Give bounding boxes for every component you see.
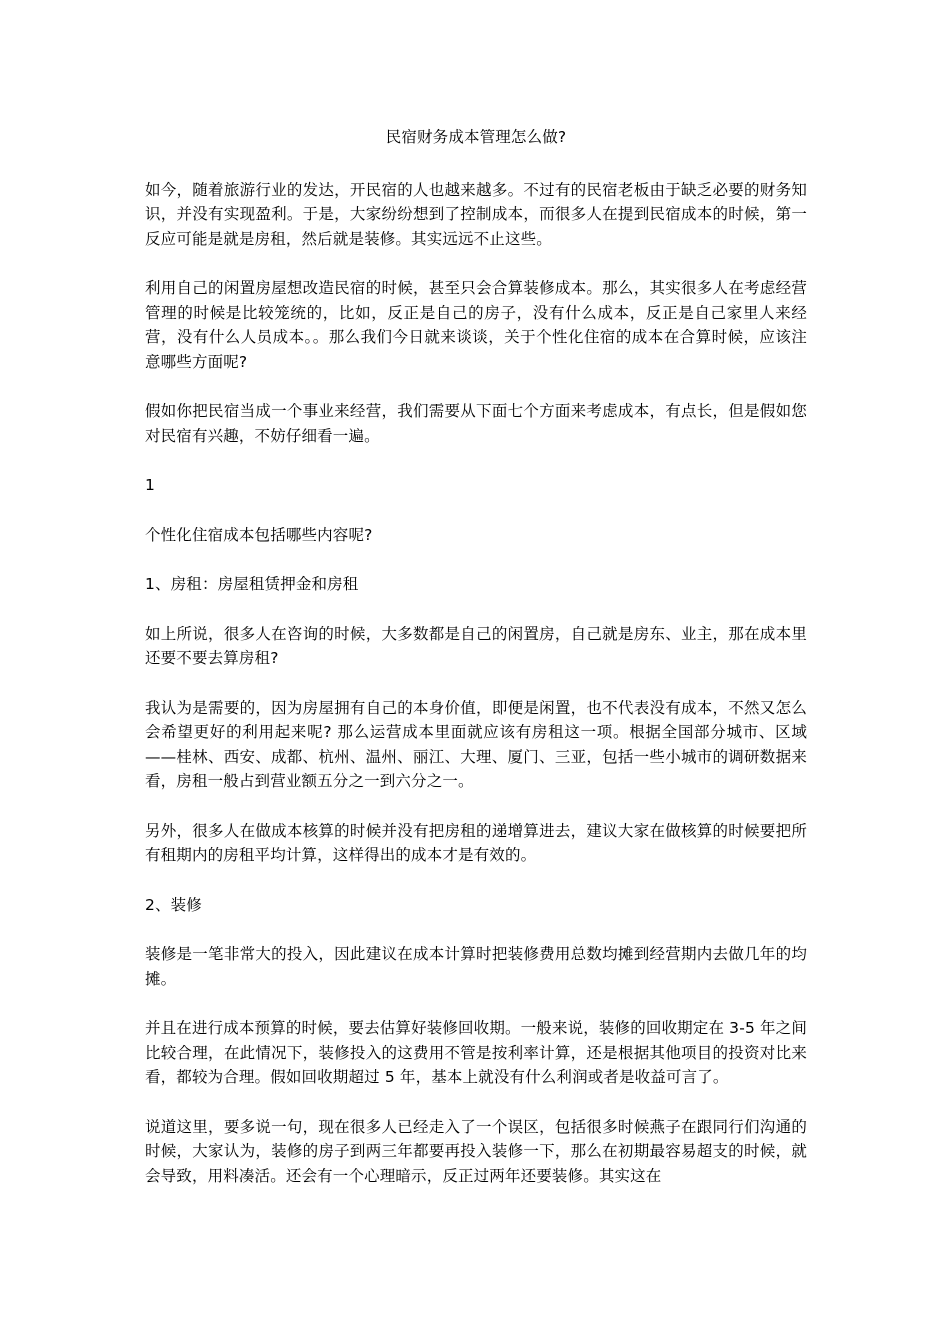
- body-paragraph: 另外，很多人在做成本核算的时候并没有把房租的递增算进去，建议大家在做核算的时候要把所有租期内的房租平均计算，这样得出的成本才是有效的。: [145, 821, 807, 864]
- body-paragraph: 并且在进行成本预算的时候，要去估算好装修回收期。一般来说，装修的回收期定在 3-5 年之间比较合理，在此情况下，装修投入的这费用不管是按利率计算，还是根据其他项目的投资对比来看，都较为合理。假如回收期超过 5 年，基本上就没有什么利润或者是收益可言了。: [145, 1019, 807, 1086]
- body-paragraph: 说道这里，要多说一句，现在很多人已经走入了一个误区，包括很多时候燕子在跟同行们沟通的时候，大家认为，装修的房子到两三年都要再投入装修一下，那么在初期最容易超支的时候，就会导致，用料凑活。还会有一个心理暗示，反正过两年还要装修。其实这在: [145, 1117, 807, 1185]
- body-paragraph: 利用自己的闲置房屋想改造民宿的时候，甚至只会合算装修成本。那么，其实很多人在考虑经营管理的时候是比较笼统的，比如，反正是自己的房子，没有什么成本，反正是自己家里人来经营，没有什么人员成本。。那么我们今日就来谈谈，关于个性化住宿的成本在合算时候，应该注意哪些方面呢?: [145, 279, 807, 371]
- subsection-heading-rent: 1、房租：房屋租赁押金和房租: [145, 575, 359, 593]
- document-title: 民宿财务成本管理怎么做?: [385, 128, 567, 146]
- section-heading: 个性化住宿成本包括哪些内容呢?: [145, 525, 373, 544]
- body-paragraph: 如上所说，很多人在咨询的时候，大多数都是自己的闲置房，自己就是房东、业主，那在成本里还要不要去算房租?: [145, 624, 807, 667]
- subsection-heading-decoration: 2、装修: [145, 895, 202, 914]
- body-paragraph: 假如你把民宿当成一个事业来经营，我们需要从下面七个方面来考虑成本，有点长，但是假如您对民宿有兴趣，不妨仔细看一遍。: [145, 402, 807, 445]
- section-number: 1: [145, 476, 156, 494]
- body-paragraph: 我认为是需要的，因为房屋拥有自己的本身价值，即便是闲置，也不代表没有成本，不然又怎么会希望更好的利用起来呢? 那么运营成本里面就应该有房租这一项。根据全国部分城市、区域——桂林、西安、成都、杭州、温州、丽江、大理、厦门、三亚，包括一些小城市的调研数据来看，房租一般占到营业额五分之一到六分之一。: [145, 698, 807, 790]
- document-body: [145, 125, 807, 1213]
- body-paragraph: 装修是一笔非常大的投入，因此建议在成本计算时把装修费用总数均摊到经营期内去做几年的均摊。: [145, 945, 807, 988]
- intro-paragraph: 如今，随着旅游行业的发达，开民宿的人也越来越多。不过有的民宿老板由于缺乏必要的财务知识，并没有实现盈利。于是，大家纷纷想到了控制成本，而很多人在提到民宿成本的时候，第一反应可能是就是房租，然后就是装修。其实远远不止这些。: [145, 180, 807, 248]
